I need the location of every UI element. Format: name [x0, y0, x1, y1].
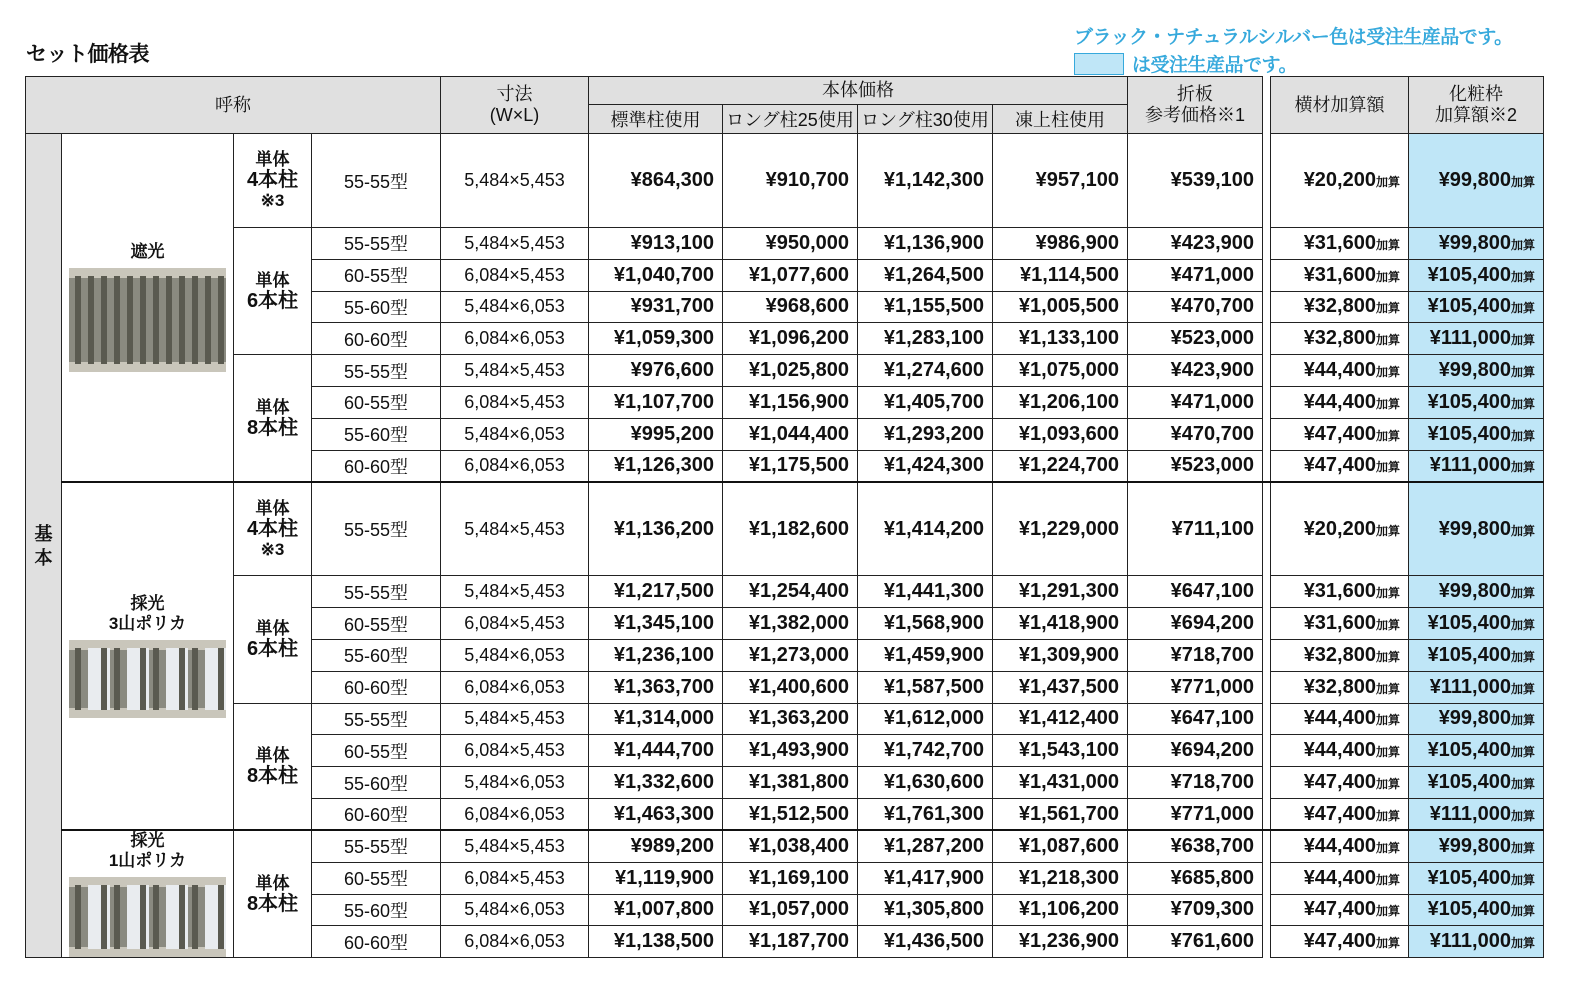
yoko-cell: ¥44,400加算	[1271, 386, 1409, 418]
kesho-cell: ¥99,800加算	[1409, 228, 1544, 260]
column-gap	[1263, 608, 1271, 640]
price-long25-cell: ¥1,077,600	[723, 259, 858, 291]
price-frozen-cell: ¥1,229,000	[993, 482, 1128, 576]
price-frozen-cell: ¥1,431,000	[993, 767, 1128, 799]
table-row	[26, 830, 1544, 862]
price-frozen-cell: ¥1,075,000	[993, 355, 1128, 387]
model-cell: 60-55型	[312, 608, 441, 640]
size-cell: 5,484×5,453	[441, 576, 589, 608]
price-long25-cell: ¥1,187,700	[723, 926, 858, 958]
size-cell: 5,484×6,053	[441, 639, 589, 671]
yoko-cell: ¥47,400加算	[1271, 894, 1409, 926]
price-std-cell: ¥1,236,100	[589, 639, 723, 671]
yoko-cell: ¥44,400加算	[1271, 735, 1409, 767]
price-long25-cell: ¥950,000	[723, 228, 858, 260]
price-long25-cell: ¥1,273,000	[723, 639, 858, 671]
header-orita-line2: 参考価格※1	[1144, 105, 1245, 125]
price-orita-cell: ¥470,700	[1128, 291, 1263, 323]
yoko-cell: ¥32,800加算	[1271, 671, 1409, 703]
size-cell: 6,084×5,453	[441, 608, 589, 640]
size-cell: 5,484×6,053	[441, 894, 589, 926]
price-std-cell: ¥1,119,900	[589, 862, 723, 894]
table-row	[26, 134, 1544, 228]
table-row	[26, 703, 1544, 735]
header-long30: ロング柱30使用	[858, 105, 993, 134]
unit-type: 単体 4本柱 ※3	[234, 482, 312, 576]
price-frozen-cell: ¥1,218,300	[993, 862, 1128, 894]
yoko-cell: ¥31,600加算	[1271, 228, 1409, 260]
price-std-cell: ¥1,059,300	[589, 323, 723, 355]
table-row	[26, 576, 1544, 608]
price-long25-cell: ¥1,038,400	[723, 830, 858, 862]
price-long30-cell: ¥1,287,200	[858, 830, 993, 862]
unit-type: 単体 6本柱	[234, 228, 312, 355]
header-size	[441, 77, 589, 134]
price-long25-cell: ¥1,156,900	[723, 386, 858, 418]
price-orita-cell: ¥771,000	[1128, 671, 1263, 703]
size-cell: 5,484×5,453	[441, 355, 589, 387]
kesho-cell: ¥105,400加算	[1409, 862, 1544, 894]
model-cell: 55-60型	[312, 418, 441, 450]
price-long25-cell: ¥1,400,600	[723, 671, 858, 703]
column-gap	[1263, 639, 1271, 671]
header-name: 呼称	[26, 77, 441, 134]
price-frozen-cell: ¥1,206,100	[993, 386, 1128, 418]
price-table-body	[26, 134, 1544, 958]
kesho-cell: ¥105,400加算	[1409, 767, 1544, 799]
column-gap	[1263, 228, 1271, 260]
price-long30-cell: ¥1,436,500	[858, 926, 993, 958]
column-gap	[1263, 703, 1271, 735]
column-gap	[1263, 259, 1271, 291]
price-long30-cell: ¥1,761,300	[858, 798, 993, 830]
price-long30-cell: ¥1,414,200	[858, 482, 993, 576]
size-cell: 6,084×5,453	[441, 862, 589, 894]
price-long25-cell: ¥1,044,400	[723, 418, 858, 450]
yoko-cell: ¥31,600加算	[1271, 608, 1409, 640]
unit-type: 単体 8本柱	[234, 355, 312, 482]
yoko-cell: ¥44,400加算	[1271, 830, 1409, 862]
price-orita-cell: ¥718,700	[1128, 639, 1263, 671]
price-long25-cell: ¥1,096,200	[723, 323, 858, 355]
price-std-cell: ¥1,040,700	[589, 259, 723, 291]
price-long30-cell: ¥1,459,900	[858, 639, 993, 671]
price-long25-cell: ¥1,512,500	[723, 798, 858, 830]
column-gap	[1263, 735, 1271, 767]
price-std-cell: ¥976,600	[589, 355, 723, 387]
model-cell: 55-55型	[312, 228, 441, 260]
unit-type: 単体 8本柱	[234, 830, 312, 958]
price-std-cell: ¥913,100	[589, 228, 723, 260]
model-cell: 60-55型	[312, 259, 441, 291]
column-gap	[1263, 894, 1271, 926]
model-cell: 60-55型	[312, 862, 441, 894]
size-cell: 5,484×5,453	[441, 703, 589, 735]
column-gap	[1263, 830, 1271, 862]
price-orita-cell: ¥471,000	[1128, 259, 1263, 291]
kesho-cell: ¥99,800加算	[1409, 355, 1544, 387]
column-gap	[1263, 671, 1271, 703]
price-long25-cell: ¥1,182,600	[723, 482, 858, 576]
column-gap	[1263, 450, 1271, 482]
price-std-cell: ¥1,463,300	[589, 798, 723, 830]
column-gap	[1263, 767, 1271, 799]
column-gap	[1263, 418, 1271, 450]
yoko-cell: ¥32,800加算	[1271, 291, 1409, 323]
price-long25-cell: ¥1,057,000	[723, 894, 858, 926]
table-row	[26, 228, 1544, 260]
price-std-cell: ¥1,126,300	[589, 450, 723, 482]
price-long30-cell: ¥1,293,200	[858, 418, 993, 450]
yoko-cell: ¥47,400加算	[1271, 926, 1409, 958]
price-orita-cell: ¥638,700	[1128, 830, 1263, 862]
price-long30-cell: ¥1,441,300	[858, 576, 993, 608]
header-size-line1: 寸法	[496, 84, 533, 104]
price-long30-cell: ¥1,136,900	[858, 228, 993, 260]
price-orita-cell: ¥647,100	[1128, 703, 1263, 735]
size-cell: 5,484×5,453	[441, 228, 589, 260]
price-long30-cell: ¥1,305,800	[858, 894, 993, 926]
price-long25-cell: ¥1,363,200	[723, 703, 858, 735]
price-long30-cell: ¥1,283,100	[858, 323, 993, 355]
model-cell: 60-60型	[312, 450, 441, 482]
price-long30-cell: ¥1,612,000	[858, 703, 993, 735]
size-cell: 5,484×5,453	[441, 830, 589, 862]
column-gap	[1263, 291, 1271, 323]
price-long25-cell: ¥1,381,800	[723, 767, 858, 799]
column-gap	[1263, 134, 1271, 228]
price-long25-cell: ¥1,169,100	[723, 862, 858, 894]
kesho-cell: ¥105,400加算	[1409, 639, 1544, 671]
price-long30-cell: ¥1,155,500	[858, 291, 993, 323]
model-cell: 60-60型	[312, 798, 441, 830]
kesho-cell: ¥99,800加算	[1409, 576, 1544, 608]
price-orita-cell: ¥470,700	[1128, 418, 1263, 450]
header-kesho-line2: 加算額※2	[1434, 105, 1517, 125]
category-label: 遮光	[130, 242, 165, 262]
category-cell	[62, 830, 234, 958]
price-orita-cell: ¥423,900	[1128, 355, 1263, 387]
size-cell: 6,084×5,453	[441, 386, 589, 418]
price-long30-cell: ¥1,630,600	[858, 767, 993, 799]
kesho-cell: ¥111,000加算	[1409, 450, 1544, 482]
column-gap	[1263, 386, 1271, 418]
page-title: セット価格表	[26, 42, 149, 66]
price-std-cell: ¥1,107,700	[589, 386, 723, 418]
price-long30-cell: ¥1,417,900	[858, 862, 993, 894]
price-long30-cell: ¥1,405,700	[858, 386, 993, 418]
yoko-cell: ¥32,800加算	[1271, 323, 1409, 355]
price-std-cell: ¥1,332,600	[589, 767, 723, 799]
category-label: 採光 1山ポリカ	[108, 831, 187, 871]
size-cell: 6,084×5,453	[441, 735, 589, 767]
price-std-cell: ¥989,200	[589, 830, 723, 862]
table-row	[26, 355, 1544, 387]
yoko-cell: ¥44,400加算	[1271, 355, 1409, 387]
size-cell: 5,484×5,453	[441, 482, 589, 576]
size-cell: 6,084×6,053	[441, 671, 589, 703]
price-long30-cell: ¥1,587,500	[858, 671, 993, 703]
size-cell: 6,084×6,053	[441, 323, 589, 355]
price-orita-cell: ¥694,200	[1128, 608, 1263, 640]
price-std-cell: ¥1,007,800	[589, 894, 723, 926]
price-orita-cell: ¥685,800	[1128, 862, 1263, 894]
model-cell: 55-55型	[312, 134, 441, 228]
price-orita-cell: ¥694,200	[1128, 735, 1263, 767]
price-long25-cell: ¥1,382,000	[723, 608, 858, 640]
price-long30-cell: ¥1,568,900	[858, 608, 993, 640]
model-cell: 55-55型	[312, 703, 441, 735]
price-frozen-cell: ¥1,309,900	[993, 639, 1128, 671]
header-std: 標準柱使用	[589, 105, 723, 134]
price-frozen-cell: ¥1,236,900	[993, 926, 1128, 958]
model-cell: 60-55型	[312, 735, 441, 767]
price-frozen-cell: ¥986,900	[993, 228, 1128, 260]
price-std-cell: ¥1,444,700	[589, 735, 723, 767]
price-table	[25, 76, 1544, 958]
highlight-swatch	[1074, 53, 1124, 75]
price-orita-cell: ¥423,900	[1128, 228, 1263, 260]
price-long30-cell: ¥1,274,600	[858, 355, 993, 387]
kesho-cell: ¥105,400加算	[1409, 894, 1544, 926]
price-std-cell: ¥1,217,500	[589, 576, 723, 608]
size-cell: 5,484×6,053	[441, 767, 589, 799]
price-frozen-cell: ¥1,561,700	[993, 798, 1128, 830]
size-cell: 6,084×6,053	[441, 450, 589, 482]
price-frozen-cell: ¥1,437,500	[993, 671, 1128, 703]
unit-type: 単体 6本柱	[234, 576, 312, 703]
kesho-cell: ¥105,400加算	[1409, 259, 1544, 291]
column-gap	[1263, 798, 1271, 830]
model-cell: 55-55型	[312, 355, 441, 387]
price-frozen-cell: ¥1,418,900	[993, 608, 1128, 640]
price-orita-cell: ¥771,000	[1128, 798, 1263, 830]
header-kesho-line1: 化粧枠	[1449, 84, 1503, 104]
price-long25-cell: ¥1,254,400	[723, 576, 858, 608]
size-cell: 6,084×5,453	[441, 259, 589, 291]
price-std-cell: ¥1,345,100	[589, 608, 723, 640]
size-cell: 5,484×5,453	[441, 134, 589, 228]
price-long30-cell: ¥1,142,300	[858, 134, 993, 228]
yoko-cell: ¥20,200加算	[1271, 482, 1409, 576]
model-cell: 55-60型	[312, 291, 441, 323]
column-gap	[1263, 355, 1271, 387]
price-long30-cell: ¥1,264,500	[858, 259, 993, 291]
yoko-cell: ¥31,600加算	[1271, 576, 1409, 608]
model-cell: 55-60型	[312, 767, 441, 799]
table-row	[26, 482, 1544, 576]
size-cell: 6,084×6,053	[441, 926, 589, 958]
price-frozen-cell: ¥1,412,400	[993, 703, 1128, 735]
kesho-cell: ¥105,400加算	[1409, 608, 1544, 640]
price-long30-cell: ¥1,742,700	[858, 735, 993, 767]
model-cell: 60-60型	[312, 671, 441, 703]
model-cell: 55-55型	[312, 830, 441, 862]
column-gap	[1263, 926, 1271, 958]
price-orita-cell: ¥471,000	[1128, 386, 1263, 418]
column-gap	[1263, 323, 1271, 355]
kesho-cell: ¥111,000加算	[1409, 926, 1544, 958]
model-cell: 55-55型	[312, 576, 441, 608]
price-long25-cell: ¥968,600	[723, 291, 858, 323]
unit-type: 単体 8本柱	[234, 703, 312, 830]
price-orita-cell: ¥711,100	[1128, 482, 1263, 576]
yoko-cell: ¥44,400加算	[1271, 862, 1409, 894]
kesho-cell: ¥105,400加算	[1409, 386, 1544, 418]
order-note: ブラック・ナチュラルシルバー色は受注生産品です。	[1074, 26, 1513, 48]
header-long25: ロング柱25使用	[723, 105, 858, 134]
unit-type: 単体 4本柱 ※3	[234, 134, 312, 228]
price-orita-cell: ¥539,100	[1128, 134, 1263, 228]
price-frozen-cell: ¥1,087,600	[993, 830, 1128, 862]
price-long25-cell: ¥910,700	[723, 134, 858, 228]
column-gap	[1263, 77, 1271, 134]
model-cell: 60-55型	[312, 386, 441, 418]
kesho-cell: ¥111,000加算	[1409, 323, 1544, 355]
price-long25-cell: ¥1,175,500	[723, 450, 858, 482]
price-orita-cell: ¥761,600	[1128, 926, 1263, 958]
kesho-cell: ¥111,000加算	[1409, 671, 1544, 703]
price-long25-cell: ¥1,025,800	[723, 355, 858, 387]
price-frozen-cell: ¥1,106,200	[993, 894, 1128, 926]
yoko-cell: ¥47,400加算	[1271, 767, 1409, 799]
kesho-cell: ¥105,400加算	[1409, 418, 1544, 450]
kesho-cell: ¥99,800加算	[1409, 830, 1544, 862]
kesho-cell: ¥105,400加算	[1409, 291, 1544, 323]
legend-note-text: は受注生産品です。	[1132, 54, 1297, 76]
price-std-cell: ¥1,138,500	[589, 926, 723, 958]
legend-note	[1074, 50, 1297, 77]
yoko-cell: ¥20,200加算	[1271, 134, 1409, 228]
price-frozen-cell: ¥957,100	[993, 134, 1128, 228]
price-std-cell: ¥864,300	[589, 134, 723, 228]
column-gap	[1263, 862, 1271, 894]
header-frozen: 凍上柱使用	[993, 105, 1128, 134]
kesho-cell: ¥99,800加算	[1409, 134, 1544, 228]
price-frozen-cell: ¥1,291,300	[993, 576, 1128, 608]
kihon-label: 基 本	[26, 134, 62, 958]
price-frozen-cell: ¥1,093,600	[993, 418, 1128, 450]
header-kesho	[1409, 77, 1544, 134]
yoko-cell: ¥44,400加算	[1271, 703, 1409, 735]
kesho-cell: ¥99,800加算	[1409, 703, 1544, 735]
price-frozen-cell: ¥1,133,100	[993, 323, 1128, 355]
size-cell: 6,084×6,053	[441, 798, 589, 830]
header-body-price: 本体価格	[589, 77, 1128, 105]
yoko-cell: ¥31,600加算	[1271, 259, 1409, 291]
kesho-cell: ¥99,800加算	[1409, 482, 1544, 576]
size-cell: 5,484×6,053	[441, 418, 589, 450]
model-cell: 60-60型	[312, 323, 441, 355]
price-long30-cell: ¥1,424,300	[858, 450, 993, 482]
price-orita-cell: ¥523,000	[1128, 450, 1263, 482]
price-frozen-cell: ¥1,224,700	[993, 450, 1128, 482]
category-cell	[62, 482, 234, 830]
price-std-cell: ¥995,200	[589, 418, 723, 450]
model-cell: 55-60型	[312, 894, 441, 926]
price-frozen-cell: ¥1,114,500	[993, 259, 1128, 291]
kesho-cell: ¥111,000加算	[1409, 798, 1544, 830]
price-orita-cell: ¥647,100	[1128, 576, 1263, 608]
price-frozen-cell: ¥1,005,500	[993, 291, 1128, 323]
model-cell: 60-60型	[312, 926, 441, 958]
model-cell: 55-55型	[312, 482, 441, 576]
header-size-line2: (W×L)	[489, 105, 540, 125]
column-gap	[1263, 482, 1271, 576]
yoko-cell: ¥47,400加算	[1271, 418, 1409, 450]
header-yoko: 横材加算額	[1271, 77, 1409, 134]
price-frozen-cell: ¥1,543,100	[993, 735, 1128, 767]
price-std-cell: ¥1,314,000	[589, 703, 723, 735]
product-photo	[69, 640, 226, 718]
header-orita	[1128, 77, 1263, 134]
price-orita-cell: ¥718,700	[1128, 767, 1263, 799]
header-orita-line1: 折板	[1177, 84, 1213, 104]
yoko-cell: ¥47,400加算	[1271, 798, 1409, 830]
price-std-cell: ¥931,700	[589, 291, 723, 323]
yoko-cell: ¥47,400加算	[1271, 450, 1409, 482]
category-label: 採光 3山ポリカ	[108, 594, 187, 634]
price-orita-cell: ¥523,000	[1128, 323, 1263, 355]
price-std-cell: ¥1,136,200	[589, 482, 723, 576]
product-photo	[69, 268, 226, 372]
yoko-cell: ¥32,800加算	[1271, 639, 1409, 671]
model-cell: 55-60型	[312, 639, 441, 671]
price-long25-cell: ¥1,493,900	[723, 735, 858, 767]
price-orita-cell: ¥709,300	[1128, 894, 1263, 926]
product-photo	[69, 877, 226, 957]
category-cell	[62, 134, 234, 482]
size-cell: 5,484×6,053	[441, 291, 589, 323]
price-std-cell: ¥1,363,700	[589, 671, 723, 703]
column-gap	[1263, 576, 1271, 608]
kesho-cell: ¥105,400加算	[1409, 735, 1544, 767]
